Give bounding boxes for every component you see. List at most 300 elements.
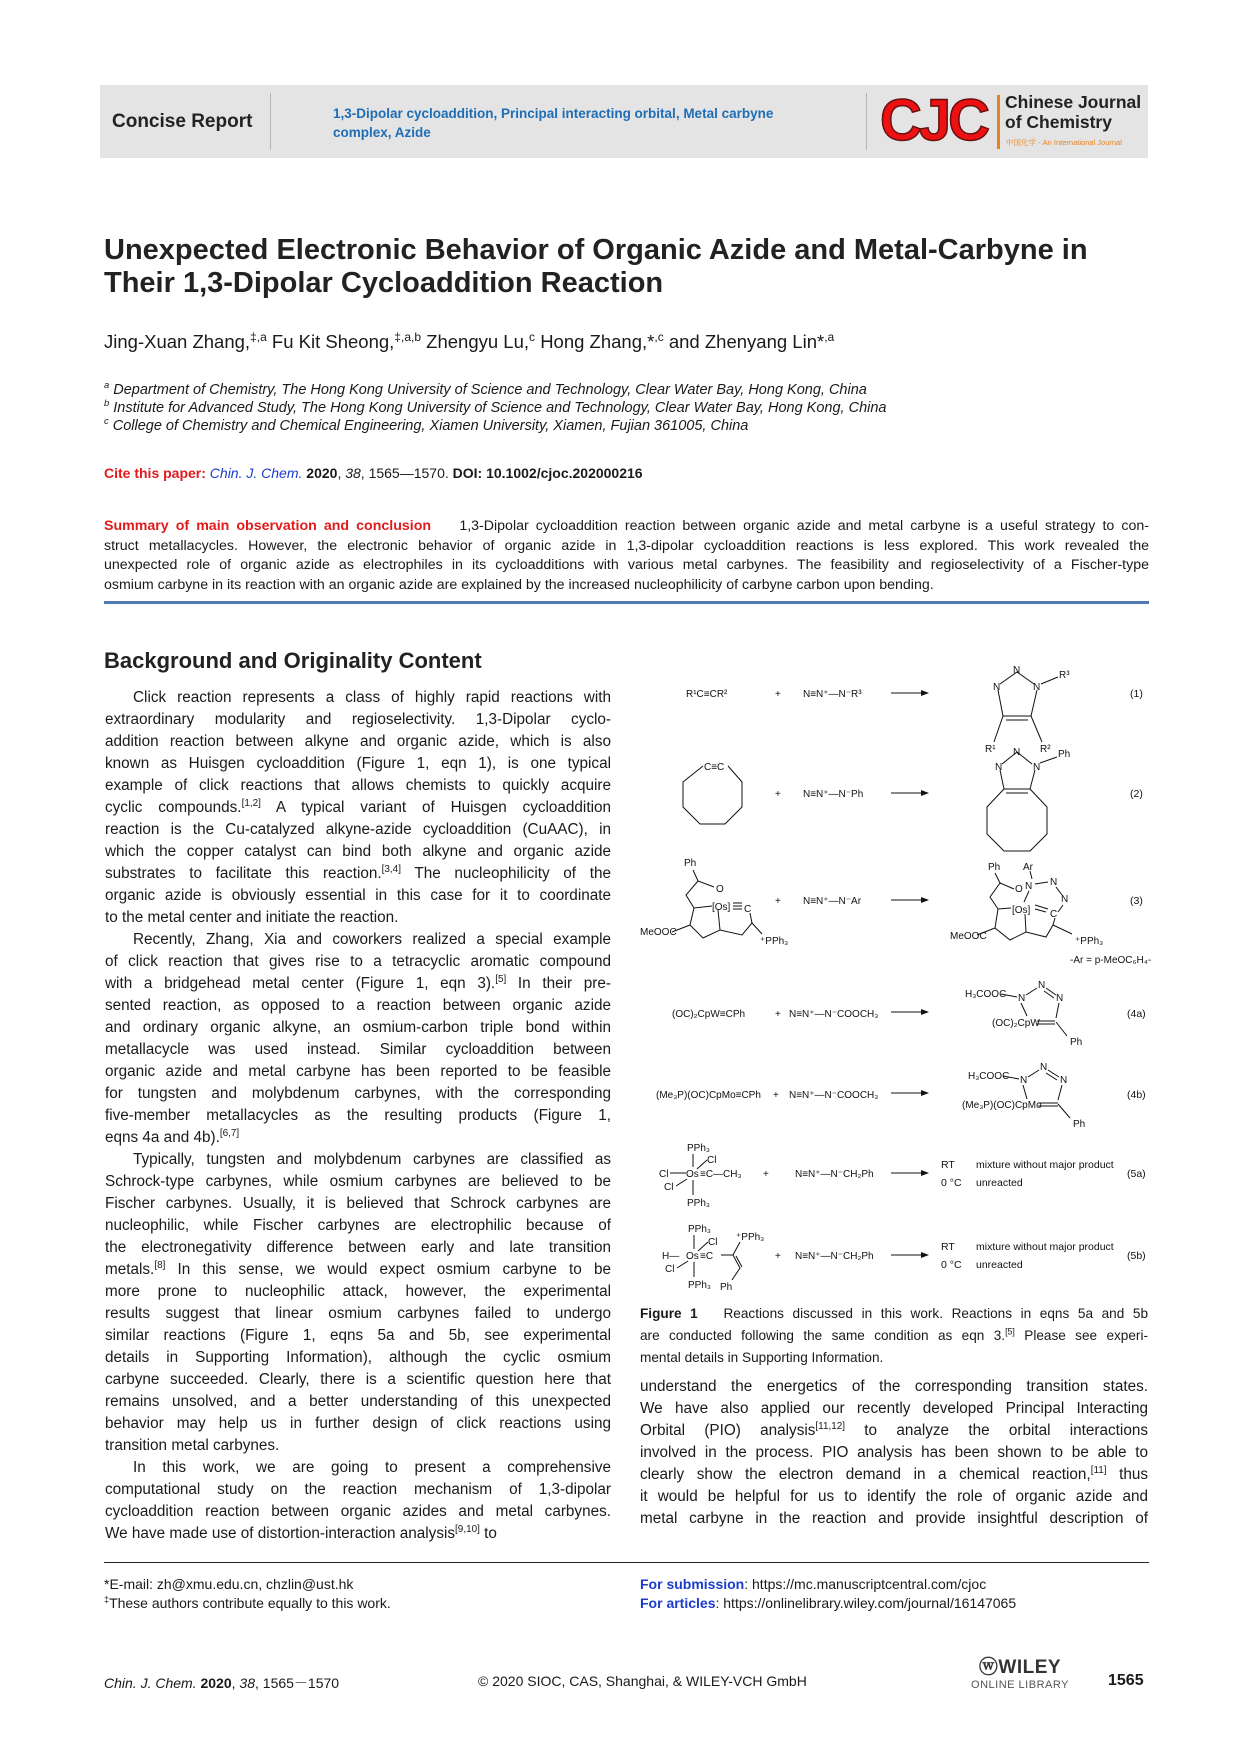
chloride-ligand: Cl [665, 1264, 675, 1275]
summary-rule [104, 601, 1149, 604]
condition-rt: RT [941, 1241, 955, 1253]
plus-sign: + [775, 896, 781, 907]
citation-ref[interactable]: [11,12] [815, 1420, 846, 1432]
carbyne-carbon: C [744, 904, 752, 915]
text-line [105, 709, 611, 731]
text-run: In their pre- [506, 975, 611, 992]
equation-5a [659, 1143, 1146, 1209]
atom-n: N [1050, 877, 1058, 888]
equation-label: (4a) [1127, 1008, 1146, 1020]
ester-group: MeOOC [950, 931, 987, 942]
aryl-group: Ar [1023, 862, 1033, 873]
author-list [104, 331, 834, 353]
bond [998, 690, 1003, 716]
text-line [105, 687, 611, 709]
caption-line [640, 1325, 1148, 1347]
text-line [105, 1413, 611, 1435]
affiliation [104, 379, 867, 398]
phosphine-ligand: PPh₃ [687, 1143, 710, 1154]
atom-n: N [1038, 980, 1046, 991]
atom-n: N [1013, 747, 1021, 758]
reaction-arrows [891, 693, 928, 1255]
text-run: thus [1106, 1466, 1148, 1483]
text-run: organic azide is obviously essential in this case for it to coordinate [105, 887, 611, 904]
text-line [105, 1347, 611, 1369]
logo-name-line2: of Chemistry [1005, 112, 1112, 132]
osmium-center: Os [686, 1169, 699, 1180]
author-affil: ,a [824, 329, 835, 344]
equation-1 [686, 665, 1143, 755]
footnote-mark: ‡ [104, 1594, 110, 1605]
left-column-body [105, 687, 611, 1545]
atom-n: N [1056, 993, 1064, 1004]
text-line [105, 1149, 611, 1171]
bond [1000, 770, 1004, 789]
ester-group: H₃COOC [968, 1071, 1010, 1082]
text-line [105, 731, 611, 753]
citation-ref[interactable]: [5] [495, 973, 507, 985]
author: Zhengyu Lu, [426, 331, 530, 352]
text-line [105, 1523, 611, 1545]
text-run: extraordinary modularity and regioselectivity. 1,3-Dipolar cyclo- [105, 711, 611, 728]
affil-text: College of Chemistry and Chemical Engineering, Xiamen University, Xiamen, Fujian 361005, China [108, 418, 749, 434]
phenyl-group: Ph [1073, 1119, 1086, 1130]
cite-doi[interactable]: DOI: 10.1002/cjoc.202000216 [452, 465, 643, 481]
author-affil: ‡,a,b [394, 329, 422, 344]
text-line [105, 907, 611, 929]
keywords: 1,3-Dipolar cycloaddition, Principal interacting orbital, Metal carbyne complex, Azide [333, 106, 774, 140]
summary-label: Summary of main observation and conclusion [104, 518, 432, 534]
osmatriazole-bonds [977, 871, 1072, 940]
equation-5b [662, 1224, 1146, 1293]
text-line [640, 1420, 1148, 1442]
text-run: Orbital (PIO) analysis [640, 1422, 816, 1439]
atom-n: N [1020, 1075, 1028, 1086]
text-run: clearly show the electron demand in a chemical reaction, [640, 1466, 1091, 1483]
text-line [640, 1508, 1148, 1530]
articles-url[interactable]: : https://onlinelibrary.wiley.com/journal/16147065 [715, 1595, 1017, 1611]
affil-text: Institute for Advanced Study, The Hong Kong University of Science and Technology, Clear Water Bay, Hong Kong, China [109, 400, 887, 416]
text-line [105, 1171, 611, 1193]
text-line [105, 1369, 611, 1391]
text-run: A typical variant of Huisgen cycloaddition [260, 799, 611, 816]
plus-sign: + [763, 1169, 769, 1180]
equation-label: (1) [1130, 688, 1143, 700]
tungsten-carbyne: (OC)₂CpW≡CPh [672, 1009, 746, 1020]
atom-o: O [1015, 884, 1023, 895]
text-run: remains unsolved, and a better understanding of this unexpected [105, 1393, 611, 1410]
summary-block [104, 517, 1149, 595]
footnote-email: *E-mail: zh@xmu.edu.cn, chzlin@ust.hk [104, 1576, 354, 1592]
text-line [105, 1237, 611, 1259]
footnote-rule [104, 1562, 1149, 1563]
condition-0c: 0 °C [941, 1177, 962, 1189]
summary-line [104, 517, 1149, 537]
phosphonium-group: ⁺PPh₃ [736, 1232, 765, 1243]
phenyl-group: Ph [1070, 1037, 1083, 1048]
text-run: and ordinary organic alkyne, an osmium-carbon triple bond within [105, 1019, 611, 1036]
text-line [105, 797, 611, 819]
plus-sign: + [775, 1009, 781, 1020]
atom-n: N [1013, 665, 1021, 676]
equation-label: (4b) [1127, 1089, 1146, 1101]
footer-pages: , 1565－1570 [255, 1675, 340, 1691]
text-line [105, 753, 611, 775]
header-divider [866, 93, 867, 150]
equation-2 [683, 747, 1143, 851]
articles-label: For articles [640, 1595, 716, 1611]
affil-mark: a [104, 379, 110, 391]
text-run: transition metal carbynes. [105, 1437, 280, 1454]
section-heading: Background and Originality Content [104, 648, 482, 673]
azide-reactant: N≡N⁺—N⁻COOCH₃ [789, 1009, 879, 1020]
molybdenum-fragment: (Me₃P)(OC)CpMo [962, 1100, 1042, 1111]
text-run: to [479, 1525, 497, 1542]
footer-copyright: © 2020 SIOC, CAS, Shanghai, & WILEY-VCH GmbH [478, 1673, 807, 1689]
cite-label: Cite this paper: [104, 465, 206, 481]
text-run: metals. [105, 1261, 155, 1278]
azide-reactant: N≡N⁺—N⁻R³ [803, 689, 862, 700]
hydride-ligand: H— [662, 1251, 680, 1262]
atom-n: N [1040, 1062, 1048, 1073]
cite-sep: , [337, 465, 346, 481]
logo-name [1005, 92, 1141, 132]
text-run: Fischer carbynes. Usually, it is believed that Schrock carbynes are [105, 1195, 611, 1212]
phenyl-group: Ph [988, 862, 1001, 873]
text-run: example of click reactions that allows chemists to quickly acquire [105, 777, 611, 794]
page-number: 1565 [1108, 1672, 1144, 1689]
author: Jing-Xuan Zhang, [104, 331, 251, 352]
phosphine-ligand: PPh₃ [688, 1280, 711, 1291]
caption-label: Figure 1 [640, 1306, 698, 1321]
atom-o: O [716, 884, 724, 895]
text-run: nucleophilic, while Fischer carbynes are electrophilic because of [105, 1217, 611, 1234]
result-0c: unreacted [976, 1259, 1023, 1271]
atom-n: N [995, 762, 1003, 773]
author-affil: ‡,a [250, 329, 267, 344]
text-run: cycloaddition reaction between organic azides and metal carbynes. [105, 1503, 611, 1520]
text-line [105, 1281, 611, 1303]
text-run: eqns 4a and 4b). [105, 1129, 220, 1146]
text-run: which the copper catalyst can bind both alkyne and organic azide [105, 843, 611, 860]
journal-logo [880, 89, 1148, 155]
text-run: involved in the process. PIO analysis has been shown to be able to [640, 1444, 1148, 1461]
azide-reactant: N≡N⁺—N⁻CH₂Ph [795, 1251, 874, 1262]
text-line [105, 1391, 611, 1413]
logo-tagline: 中国化学 - An International Journal [1006, 138, 1122, 147]
equation-3 [640, 858, 1151, 966]
substituent-r3: R³ [1059, 670, 1070, 681]
text-run: are conducted following the same condition as eqn 3. [640, 1328, 1006, 1343]
text-line [105, 1039, 611, 1061]
substituent-r2: R² [1040, 744, 1051, 755]
submission-url[interactable]: : https://mc.manuscriptcentral.com/cjoc [744, 1576, 987, 1592]
text-run: similar reactions (Figure 1, eqns 5a and 5b, see experimental [105, 1327, 611, 1344]
text-run: mental details in Supporting Information. [640, 1350, 884, 1365]
chloride-ligand: Cl [707, 1155, 717, 1166]
atom-n: N [1033, 762, 1041, 773]
text-run: In this sense, we would expect osmium carbyne to be [165, 1261, 611, 1278]
osmacycle-bonds [672, 870, 762, 938]
ester-group: MeOOC [640, 927, 677, 938]
phosphine-ligand: PPh₃ [688, 1224, 711, 1235]
text-line [105, 1501, 611, 1523]
text-run: for tungsten and molybdenum carbynes, with the corresponding [105, 1085, 611, 1102]
text-run: reaction is the Cu-catalyzed alkyne-azide cycloaddition (CuAAC), in [105, 821, 611, 838]
text-run: Please see experi- [1014, 1328, 1148, 1343]
text-line [105, 1193, 611, 1215]
journal-header [100, 85, 1148, 158]
text-run: carbyne succeeded. Clearly, there is a scientific question here that [105, 1371, 611, 1388]
bond [1040, 757, 1057, 763]
text-line [105, 885, 611, 907]
wiley-logo-subtext: ONLINE LIBRARY [971, 1679, 1069, 1691]
paper-title: Unexpected Electronic Behavior of Organic Azide and Metal-Carbyne in Their 1,3-Dipolar Cycloaddition Reaction [104, 234, 1088, 299]
text-run: known as Huisgen cycloaddition (Figure 1, eqn 1), is one typical [105, 755, 611, 772]
citation-line [104, 465, 643, 481]
phenyl-group: Ph [1058, 749, 1071, 760]
equation-label: (2) [1130, 788, 1143, 800]
azide-reactant: N≡N⁺—N⁻Ph [803, 789, 864, 800]
atom-n: N [1018, 993, 1026, 1004]
result-rt: mixture without major product [976, 1241, 1114, 1253]
bond [1031, 716, 1042, 742]
figure-caption [640, 1303, 1148, 1369]
author-affil: c [529, 329, 536, 344]
affil-mark: b [104, 397, 110, 409]
text-run: it would be helpful for us to identify the role of organic azide and [640, 1488, 1148, 1505]
logo-bar [997, 95, 1000, 149]
metallatriazole-bonds [1001, 988, 1067, 1036]
author: Hong Zhang,* [540, 331, 655, 352]
carbyne-ligand: ≡C—CH₃ [700, 1169, 742, 1180]
citation-ref[interactable]: [6,7] [219, 1127, 240, 1139]
caption-line [640, 1347, 1148, 1369]
text-run: Schrock-type carbynes, while osmium carbynes are believed to be [105, 1173, 611, 1190]
text-line [105, 819, 611, 841]
text-run: the electronegativity difference between early and late transition [105, 1239, 611, 1256]
citation-ref[interactable]: [3,4] [381, 863, 401, 875]
wiley-online-library-logo [965, 1652, 1075, 1691]
citation-ref[interactable]: [9,10] [455, 1523, 480, 1535]
cyclooctyne-ring [683, 766, 742, 824]
chloride-ligand: Cl [664, 1182, 674, 1193]
footer-citation [104, 1673, 339, 1693]
text-line [105, 951, 611, 973]
phosphonium-group: ⁺PPh₃ [760, 936, 789, 947]
submission-label: For submission [640, 1576, 745, 1592]
article-type: Concise Report [112, 111, 253, 132]
text-line [105, 1083, 611, 1105]
result-0c: unreacted [976, 1177, 1023, 1189]
text-line [105, 775, 611, 797]
affil-text: Department of Chemistry, The Hong Kong University of Science and Technology, Clear Water Bay, Hong Kong, China [109, 382, 867, 398]
equation-4b [656, 1062, 1146, 1130]
equation-label: (3) [1130, 895, 1143, 907]
text-line [105, 995, 611, 1017]
equation-label: (5b) [1127, 1250, 1146, 1262]
plus-sign: + [773, 1090, 779, 1101]
aryl-definition: -Ar = p-MeOC₆H₄- [1070, 955, 1152, 966]
text-run: We have made use of distortion-interaction analysis [105, 1525, 456, 1542]
text-run: with a bridgehead metal center (Figure 1, eqn 3). [105, 975, 496, 992]
submission-link[interactable] [640, 1576, 986, 1592]
text-line [105, 1303, 611, 1325]
text-line [640, 1464, 1148, 1486]
text-run: of click reaction that gives rise to a tetracyclic aromatic compound [105, 953, 611, 970]
author: Fu Kit Sheong, [271, 331, 395, 352]
citation-ref[interactable]: [5] [1005, 1326, 1015, 1337]
osmium-center: Os [686, 1251, 699, 1262]
text-run: to the metal center and initiate the reaction. [105, 909, 399, 926]
text-run: cyclic compounds. [105, 799, 242, 816]
affiliation [104, 415, 749, 434]
equation-4a [672, 980, 1146, 1048]
text-run: computational study on the reaction mechanism of 1,3-dipolar [105, 1481, 611, 1498]
text-run: substrates to facilitate this reaction. [105, 865, 382, 882]
chloride-ligand: Cl [708, 1237, 718, 1248]
atom-n: N [1061, 894, 1069, 905]
text-line [105, 863, 611, 885]
citation-ref[interactable]: [1,2] [241, 797, 261, 809]
triazole-bond [1000, 672, 1034, 684]
phenyl-group: Ph [720, 1282, 733, 1293]
logo-name-line1: Chinese Journal [1005, 92, 1142, 112]
articles-link[interactable] [640, 1595, 1016, 1611]
molybdenum-carbyne: (Me₃P)(OC)CpMo≡CPh [656, 1090, 761, 1101]
text-run: to analyze the orbital interactions [845, 1422, 1148, 1439]
footer-sep: , [231, 1675, 240, 1691]
logo-abbr: CJC [880, 88, 988, 153]
header-divider [270, 93, 271, 150]
text-line [640, 1398, 1148, 1420]
alkyne-reactant: R¹C≡CR² [686, 689, 728, 700]
text-run: addition reaction between alkyne and organic azide, which is also [105, 733, 611, 750]
summary-line: osmium carbyne in its reaction with an organic azide are explained by the increased nucleophilicity of carbyne carbon upon bending. [104, 576, 934, 593]
text-line [105, 1061, 611, 1083]
osmium-center: [Os] [1012, 905, 1031, 916]
os-bonds [676, 1154, 707, 1195]
os-bonds [677, 1235, 742, 1280]
text-run: sented reaction, as opposed to a reaction between organic azide [105, 997, 611, 1014]
atom-n: N [1025, 881, 1033, 892]
carbon: C [1050, 909, 1058, 920]
phenyl-group: Ph [684, 858, 697, 869]
triazole-bond [1002, 752, 1032, 764]
summary-text: 1,3-Dipolar cycloaddition reaction between organic azide and metal carbyne is a useful strategy to con- [459, 518, 1149, 534]
text-run: We have also applied our recently developed Principal Interacting [640, 1400, 1148, 1417]
plus-sign: + [775, 789, 781, 800]
cite-year: 2020 [302, 465, 338, 481]
carbyne-ligand: ≡C [700, 1251, 714, 1262]
atom-n: N [1060, 1075, 1068, 1086]
text-run: understand the energetics of the corresponding transition states. [640, 1378, 1148, 1395]
text-run: details in Supporting Information), although the cyclic osmium [105, 1349, 611, 1366]
author: and Zhenyang Lin* [668, 331, 825, 352]
bond [1030, 770, 1035, 789]
footer-year: 2020 [196, 1675, 232, 1691]
text-line [105, 1259, 611, 1281]
wiley-logo-text: ⓦWILEY [978, 1657, 1062, 1678]
text-line [105, 1017, 611, 1039]
footer-journal: Chin. J. Chem. [104, 1675, 197, 1691]
footnote-equal-contribution [104, 1595, 391, 1611]
text-line [105, 1479, 611, 1501]
atom-n: N [1033, 682, 1041, 693]
text-line [105, 973, 611, 995]
text-line [640, 1376, 1148, 1398]
equation-label: (5a) [1127, 1168, 1146, 1180]
cyclooctane-ring [987, 789, 1047, 851]
condition-0c: 0 °C [941, 1259, 962, 1271]
author-affil: ,c [654, 329, 664, 344]
text-run: Reactions discussed in this work. Reactions in eqns 5a and 5b [697, 1306, 1149, 1321]
text-line [640, 1442, 1148, 1464]
text-run: Recently, Zhang, Xia and coworkers realized a special example [133, 931, 611, 948]
text-line [105, 1325, 611, 1347]
azide-reactant: N≡N⁺—N⁻CH₂Ph [795, 1169, 874, 1180]
text-run: Typically, tungsten and molybdenum carbynes are classified as [133, 1151, 611, 1168]
phosphonium-group: ⁺PPh₃ [1075, 936, 1104, 947]
ester-group: H₃COOC [965, 989, 1007, 1000]
citation-ref[interactable]: [11] [1090, 1464, 1107, 1476]
affiliation [104, 397, 887, 416]
text-run: results suggest that linear osmium carbynes failed to undergo [105, 1305, 611, 1322]
text-line [105, 1435, 611, 1457]
text-line [105, 929, 611, 951]
footer-volume: 38 [239, 1675, 255, 1691]
plus-sign: + [775, 1251, 781, 1262]
text-run: metallacycle was used instead. Similar cycloaddition between [105, 1041, 611, 1058]
phosphine-ligand: PPh₃ [687, 1198, 710, 1209]
azide-reactant: N≡N⁺—N⁻COOCH₃ [789, 1090, 879, 1101]
osmium-center: [Os] [712, 902, 731, 913]
condition-rt: RT [941, 1159, 955, 1171]
result-rt: mixture without major product [976, 1159, 1114, 1171]
text-run: Click reaction represents a class of highly rapid reactions with [133, 689, 611, 706]
text-line [105, 1105, 611, 1127]
text-run: five-member metallacycles as the resulting products (Figure 1, [105, 1107, 611, 1124]
text-line [640, 1486, 1148, 1508]
right-column-body [640, 1376, 1148, 1530]
tungsten-fragment: (OC)₂CpW [992, 1018, 1040, 1029]
caption-line [640, 1303, 1148, 1325]
text-line [105, 841, 611, 863]
text-line [105, 1457, 611, 1479]
cite-pages: , 1565—1570. [360, 465, 453, 481]
azide-reactant: N≡N⁺—N⁻Ar [803, 896, 862, 907]
cite-journal[interactable]: Chin. J. Chem. [205, 465, 303, 481]
footnote-text: These authors contribute equally to this work. [109, 1595, 391, 1611]
substituent-r1: R¹ [985, 744, 996, 755]
atom-n: N [993, 682, 1001, 693]
text-run: The nucleophilicity of the [400, 865, 612, 882]
cyclooctyne-triple-bond: C≡C [704, 762, 725, 773]
text-line [105, 1127, 611, 1149]
text-run: In this work, we are going to present a comprehensive [133, 1459, 611, 1476]
text-run: organic azide and metal carbyne has been reported to be feasible [105, 1063, 611, 1080]
bond [1031, 690, 1037, 716]
text-run: metal carbyne in the reaction and provide insightful description of [640, 1510, 1148, 1527]
text-run: behavior may help us in further design of click reactions using [105, 1415, 611, 1432]
citation-ref[interactable]: [8] [154, 1259, 166, 1271]
plus-sign: + [775, 689, 781, 700]
bond [1041, 677, 1058, 684]
summary-line: struct metallacycles. However, the electronic behavior of organic azide in 1,3-dipolar cycloaddition reactions is less explored. This work revealed the [104, 537, 1149, 554]
bond [994, 716, 1003, 742]
affil-mark: c [104, 415, 109, 427]
text-line [105, 1215, 611, 1237]
